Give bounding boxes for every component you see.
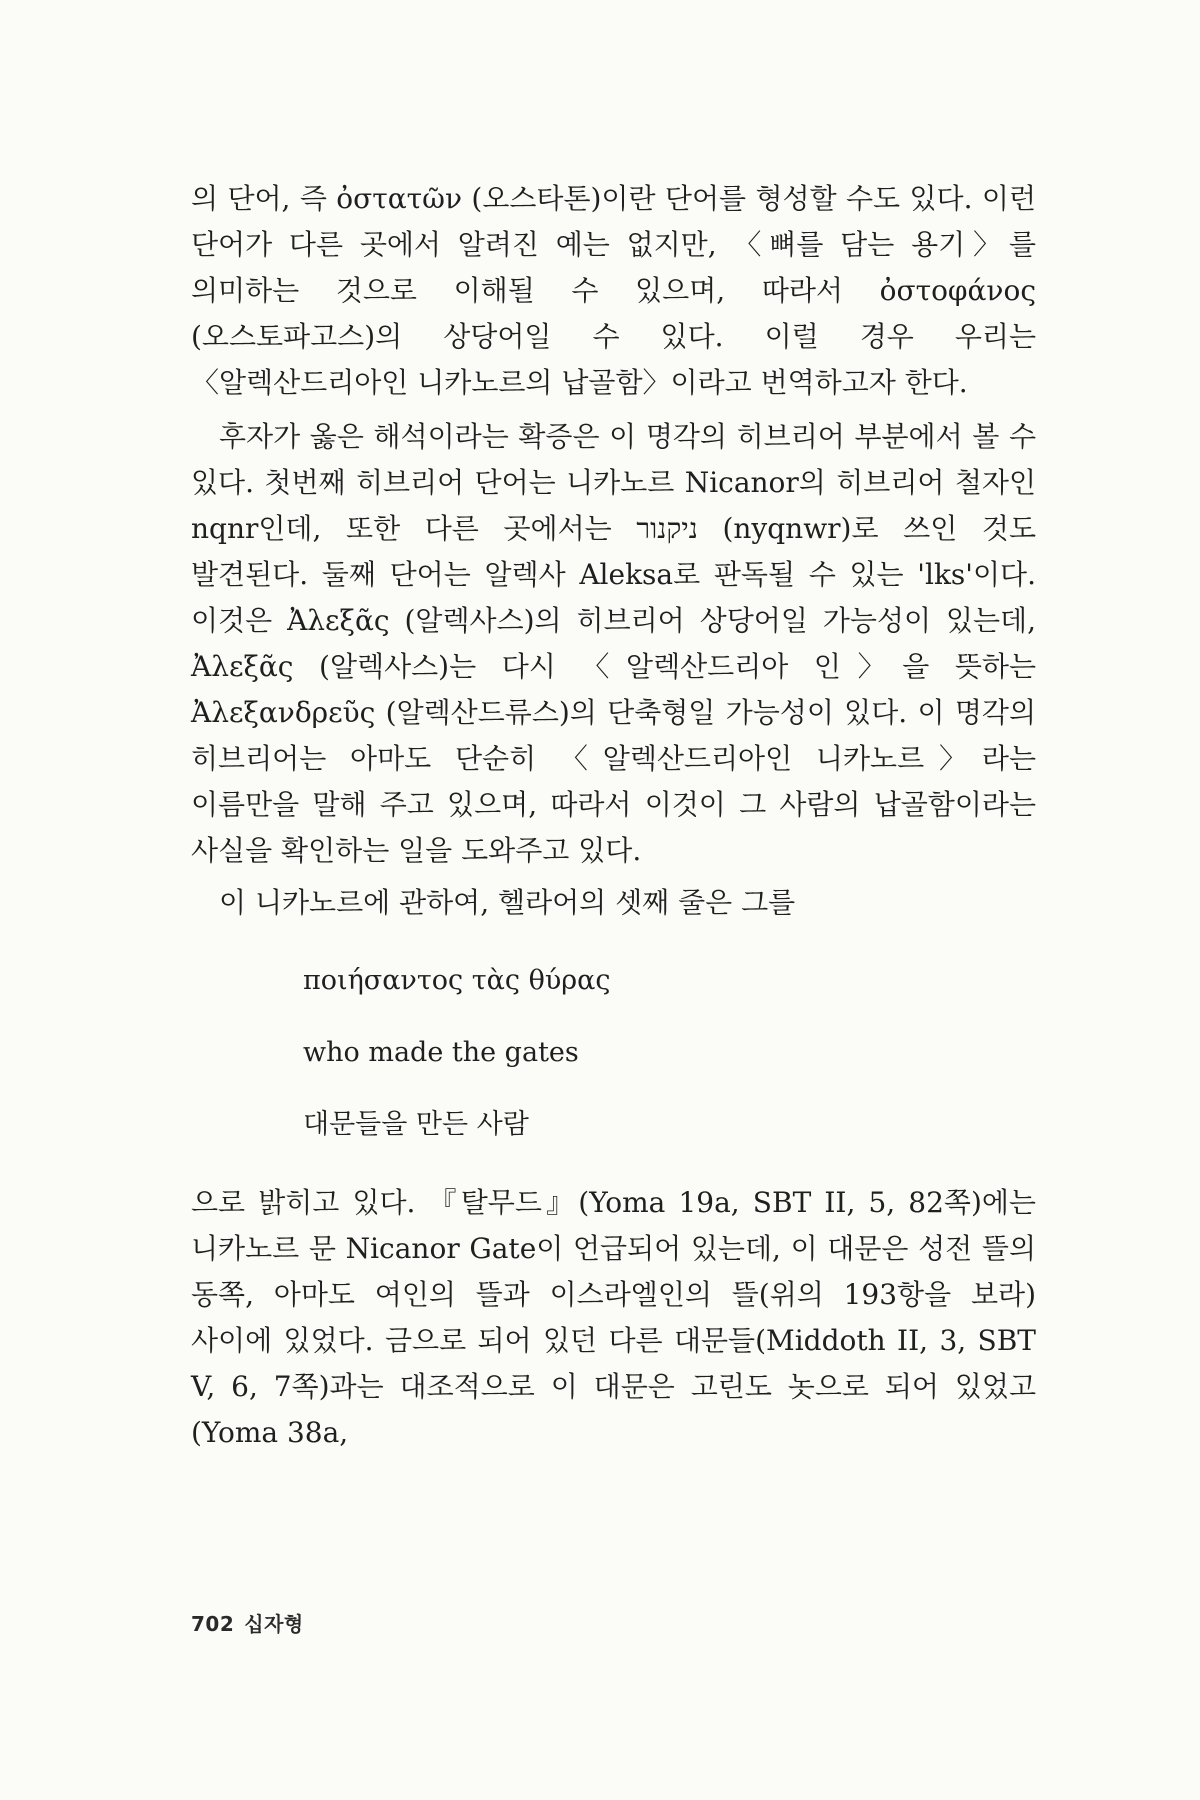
running-title: 십자형: [244, 1612, 304, 1636]
paragraph-3: 이 니카노르에 관하여, 헬라어의 셋째 줄은 그를: [219, 886, 796, 919]
quote-greek: ποιήσαντος τὰς θύρας: [303, 965, 611, 996]
block-quote: [303, 964, 1036, 1142]
paragraph-1: 의 단어, 즉 ὀστατῶν (오스타톤)이란 단어를 형성할 수도 있다. 이런 단어가 다른 곳에서 알려진 예는 없지만, 〈뼈를 담는 용기〉를 의미하는 것으로 이해될 수 있으며, 따라서 ὀστοφάνος (오스토파고스)의 상당어일 수 있다. 이럴 경우 우리는 〈알렉산드리아인 니카노르의 납골함〉이라고 번역하고자 한다.: [191, 182, 1036, 399]
quote-english: who made the gates: [303, 1037, 579, 1068]
page-number: 702: [191, 1612, 235, 1636]
quote-korean: 대문들을 만든 사람: [303, 1109, 529, 1140]
paragraph-4: 으로 밝히고 있다. 『탈무드』(Yoma 19a, SBT II, 5, 82쪽)에는 니카노르 문 Nicanor Gate이 언급되어 있는데, 이 대문은 성전 뜰의 동쪽, 아마도 여인의 뜰과 이스라엘인의 뜰(위의 193항을 보라) 사이에 있었다. 금으로 되어 있던 다른 대문들(Middoth II, 3, SBT V, 6, 7쪽)과는 대조적으로 이 대문은 고린도 놋으로 되어 있었고(Yoma 38a,: [191, 1186, 1036, 1449]
paragraph-2: 후자가 옳은 해석이라는 확증은 이 명각의 히브리어 부분에서 볼 수 있다. 첫번째 히브리어 단어는 니카노르 Nicanor의 히브리어 철자인 nqnr인데, 또한 다른 곳에서는 ניקנור (nyqnwr)로 쓰인 것도 발견된다. 둘째 단어는 알렉사 Aleksa로 판독될 수 있는 'lks'이다. 이것은 Ἀλεξᾶς (알렉사스)의 히브리어 상당어일 가능성이 있는데, Ἀλεξᾶς (알렉사스)는 다시 〈알렉산드리아 인〉을 뜻하는 Ἀλεξανδρεῦς (알렉산드류스)의 단축형일 가능성이 있다. 이 명각의 히브리어는 아마도 단순히 〈알렉산드리아인 니카노르〉라는 이름만을 말해 주고 있으며, 따라서 이것이 그 사람의 납골함이라는 사실을 확인하는 일을 도와주고 있다.: [191, 420, 1036, 867]
page-footer: [191, 1608, 314, 1637]
page-body: [191, 176, 1036, 1456]
